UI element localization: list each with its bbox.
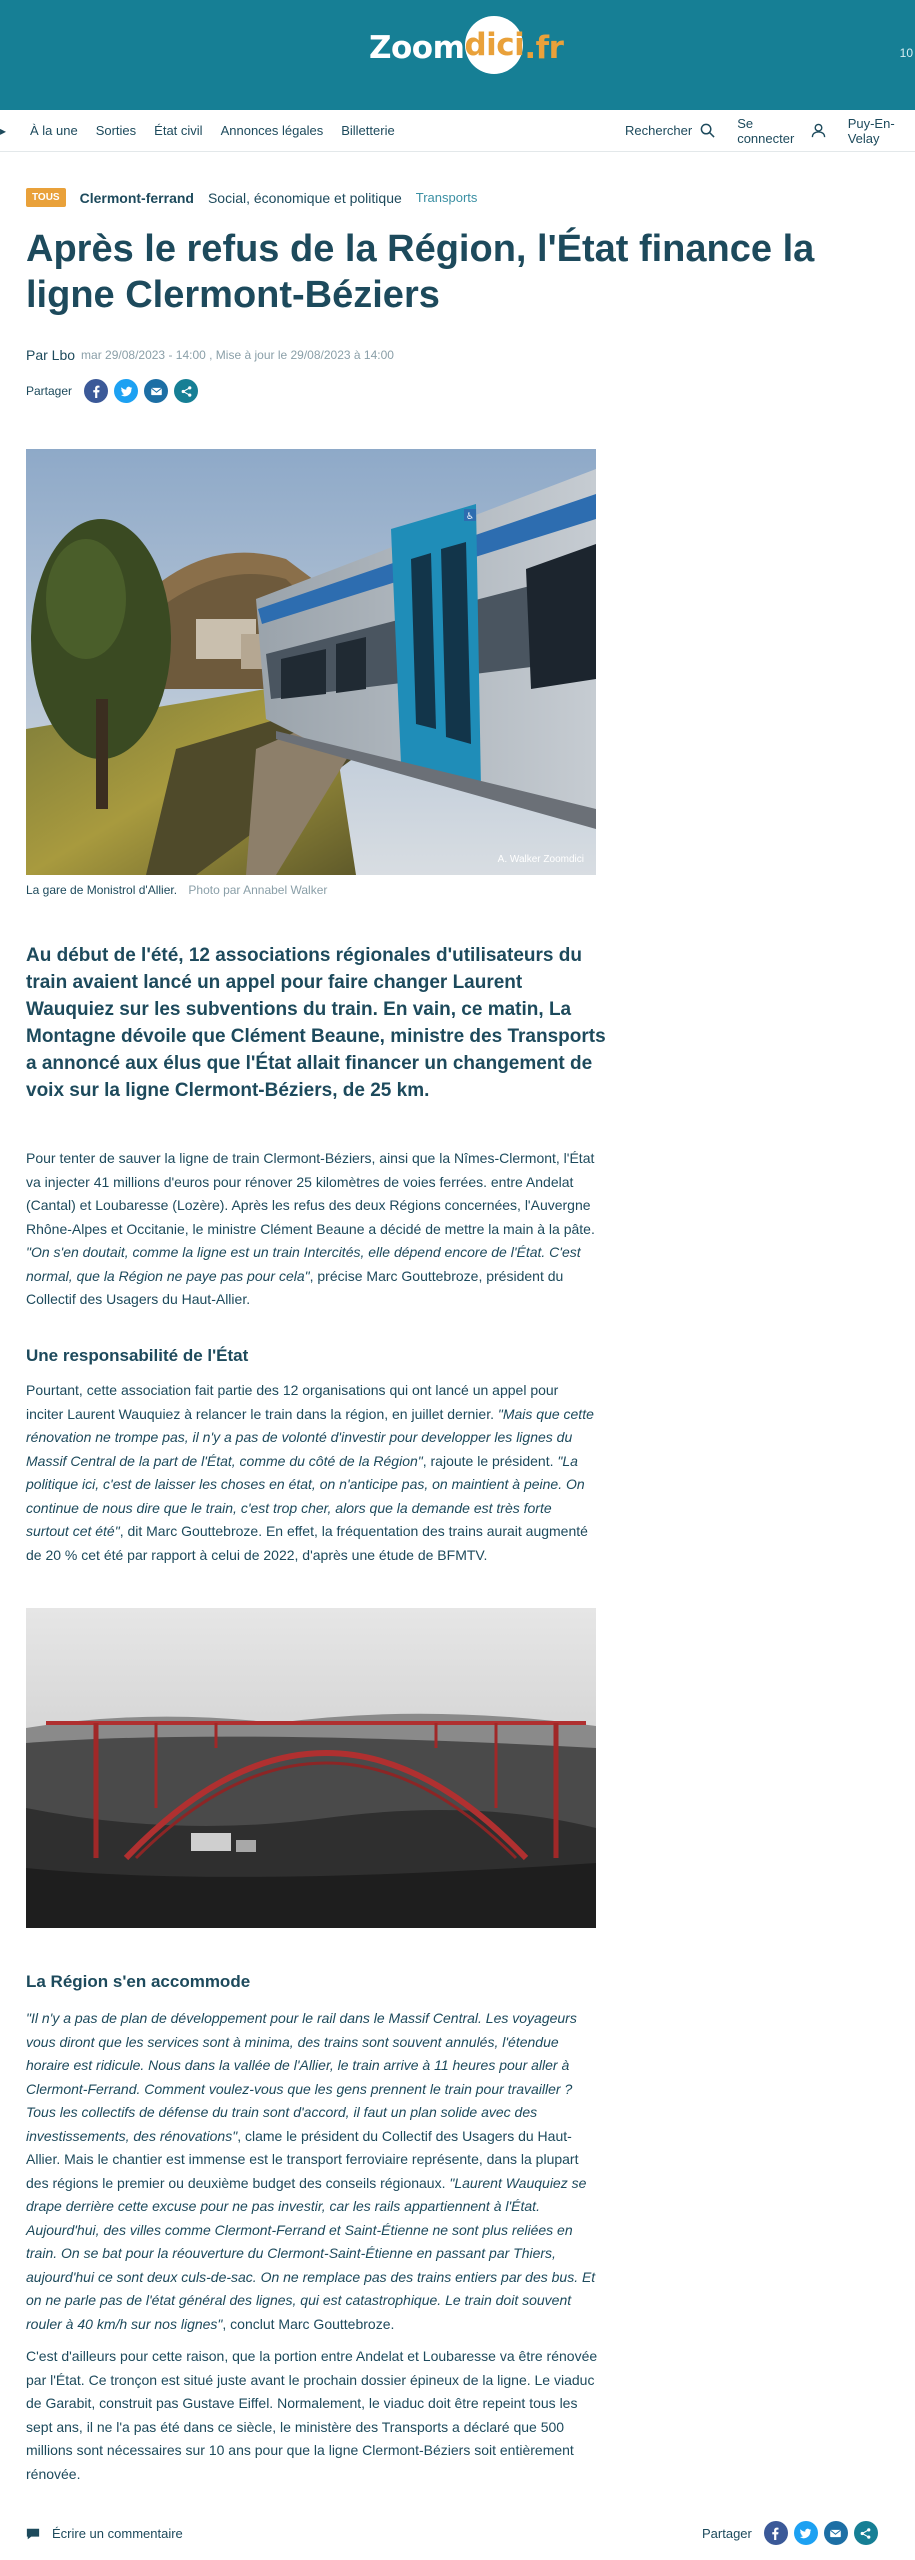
header-edge-text: 10	[899, 46, 913, 60]
logo-text-fr: .fr	[524, 30, 564, 66]
article-photo-viaduct[interactable]	[26, 1608, 596, 1928]
author-name: Par Lbo	[26, 347, 76, 363]
subheading-responsabilite: Une responsabilité de l'État	[26, 1346, 249, 1365]
p1-text-b: , précise Marc Gouttebroze, président du Collectif des Usagers du Haut-Allier.	[26, 1267, 564, 1307]
publish-dates: mar 29/08/2023 - 14:00 , Mise à jour le 29/08/2023 à 14:00	[81, 348, 394, 362]
viaduct-photo-illustration	[26, 1608, 596, 1928]
tag-city[interactable]: Clermont-ferrand	[79, 189, 194, 206]
login-link[interactable]: Se connecter	[737, 115, 795, 146]
share-icon[interactable]	[854, 2521, 878, 2545]
article-title: Après le refus de la Région, l'État finance la ligne Clermont-Béziers	[26, 228, 815, 316]
facebook-share-icon[interactable]	[84, 379, 108, 403]
email-share-icon[interactable]	[824, 2521, 848, 2545]
write-comment-link[interactable]	[26, 2526, 183, 2541]
p1-text-a: Pour tenter de sauver la ligne de train Clermont-Béziers, ainsi que la Nîmes-Clermont, l'État va injecter 41 millions d'euros pour rénover 25 kilomètres de voies ferrées. entre Andelat (Cantal) et Loubaresse (Lozère). Après les refus des deux Régions concernées, l'Auvergne Rhône-Alpes et Occitanie, le ministre Clément Beaune a décidé de mettre la main à la pâte.	[26, 1150, 595, 1237]
photo-credit: Photo par Annabel Walker	[188, 883, 328, 897]
nav-left	[0, 123, 395, 138]
article-paragraph-1	[26, 1147, 598, 1312]
location-selector[interactable]: Puy-En-Velay	[847, 115, 895, 146]
share-bar-top	[26, 379, 198, 403]
photo-caption-text: La gare de Monistrol d'Allier.	[26, 883, 178, 897]
p2-quote-1: "Mais que cette rénovation ne trompe pas, il n'y a pas de volonté d'investir pour developper les lignes du Massif Central de la part de l'État, comme du côté de la Région"	[26, 1405, 594, 1469]
share-label: Partager	[26, 384, 73, 398]
article-paragraph-3	[26, 2007, 598, 2336]
p3-text-b: , conclut Marc Gouttebroze.	[222, 2315, 395, 2332]
p2-text-c: , dit Marc Gouttebroze. En effet, la fréquentation des trains aurait augmenté de 20 % cet été par rapport à celui de 2022, d'après une étude de BFMTV.	[26, 1523, 588, 1563]
search-icon[interactable]	[700, 123, 715, 138]
photo-overlay-credit: A. Walker Zoomdici	[497, 854, 584, 865]
share-label-bottom: Partager	[702, 2525, 752, 2541]
article-paragraph-2	[26, 1379, 598, 1567]
article-tags	[26, 188, 477, 207]
p2-text-a: Pourtant, cette association fait partie des 12 organisations qui ont lancé un appel pour inciter Laurent Wauquiez à relancer le train dans la région, en juillet dernier.	[26, 1382, 559, 1422]
logo-pin	[465, 16, 523, 74]
nav-item-billetterie[interactable]: Billetterie	[341, 123, 395, 138]
user-icon[interactable]	[811, 123, 826, 138]
email-share-icon[interactable]	[144, 379, 168, 403]
search-link[interactable]: Rechercher	[625, 123, 693, 138]
site-logo[interactable]	[369, 18, 563, 78]
p1-quote: "On s'en doutait, comme la ligne est un train Intercités, elle dépend encore de l'État. C'est normal, que la Région ne paye pas pour cela"	[26, 1244, 581, 1284]
twitter-share-icon[interactable]	[114, 379, 138, 403]
write-comment-label: Écrire un commentaire	[52, 2526, 183, 2541]
main-nav	[0, 110, 915, 152]
p3-quote-2: "Laurent Wauquiez se drape derrière cette excuse pour ne pas investir, car les rails appartiennent à l'État. Aujourd'hui, des villes comme Clermont-Ferrand et Saint-Étienne ne sont plus reliées en train. On se bat pour la réouverture du Clermont-Saint-Étienne en passant par Thiers, aujourd'hui ce sont deux culs-de-sac. On ne remplace pas des trains entiers par des bus. Et on ne parle pas de l'état général des lignes, qui est catastrophique. Le train doit souvent rouler à 40 km/h sur nos lignes"	[26, 2174, 596, 2332]
nav-menu-caret-icon[interactable]: ▸	[0, 123, 7, 138]
nav-item-annonces-legales[interactable]: Annonces légales	[220, 123, 324, 138]
subheading-region: La Région s'en accommode	[26, 1972, 251, 1991]
share-bar-bottom	[702, 2521, 878, 2545]
nav-item-sorties[interactable]: Sorties	[95, 123, 137, 138]
logo-text-zoom: Zoom	[369, 30, 465, 66]
byline	[26, 347, 394, 363]
tag-all-badge[interactable]: TOUS	[26, 188, 66, 207]
site-header	[0, 0, 915, 110]
facebook-share-icon[interactable]	[764, 2521, 788, 2545]
p3-text-a: , clame le président du Collectif des Usagers du Haut-Allier. Mais le chantier est immense est le transport ferroviaire représente, dans la plupart des régions le premier ou deuxième budget des conseils régionaux.	[26, 2127, 579, 2191]
article-lede: Au début de l'été, 12 associations régionales d'utilisateurs du train avaient lancé un appel pour faire changer Laurent Wauquiez sur les subventions du train. En vain, ce matin, La Montagne dévoile que Clément Beaune, ministre des Transports a annoncé aux élus que l'État allait financer un changement de voix sur la ligne Clermont-Béziers, de 25 km.	[26, 945, 606, 1101]
nav-item-a-la-une[interactable]: À la une	[30, 123, 78, 138]
article-photo-train[interactable]	[26, 449, 596, 875]
tag-section[interactable]: Social, économique et politique	[207, 189, 402, 206]
photo-caption	[26, 883, 327, 897]
comment-icon	[26, 2527, 40, 2541]
twitter-share-icon[interactable]	[794, 2521, 818, 2545]
nav-right	[625, 116, 915, 146]
svg-text:♿: ♿	[466, 512, 475, 522]
p2-text-b: , rajoute le président.	[422, 1452, 558, 1469]
nav-item-etat-civil[interactable]: État civil	[154, 123, 203, 138]
logo-text-dici: dici	[464, 27, 525, 63]
p2-quote-2: "La politique ici, c'est de laisser les choses en état, on n'anticipe pas, on maintient à peine. On continue de nous dire que le train, c'est trop cher, alors que la demande est très forte surtout cet été"	[26, 1452, 585, 1539]
tag-topic[interactable]: Transports	[415, 190, 478, 205]
p3-quote-1: "Il n'y a pas de plan de développement pour le rail dans le Massif Central. Les voyageurs vous diront que les services sont à minima, des trains sont souvent annulés, l'étendue horaire est ridicule. Nous dans la vallée de l'Allier, le train arrive à 11 heures pour aller à Clermont-Ferrand. Comment voulez-vous que les gens prennent le train pour travailler ? Tous les collectifs de défense du train sont d'accord, il faut un plan solide avec des investissements, des rénovations"	[26, 2010, 577, 2144]
share-icon[interactable]	[174, 379, 198, 403]
train-photo-illustration	[26, 449, 596, 875]
article-paragraph-4: C'est d'ailleurs pour cette raison, que la portion entre Andelat et Loubaresse va être rénovée par l'État. Ce tronçon est situé juste avant le prochain dossier épineux de la ligne. Le viaduc de Garabit, construit pas Gustave Eiffel. Normalement, le viaduc doit être repeint tous les sept ans, il ne l'a pas été dans ce siècle, le ministère des Transports a déclaré que 500 millions sont nécessaires sur 10 ans pour que la ligne Clermont-Béziers soit entièrement rénovée.	[26, 2348, 598, 2482]
